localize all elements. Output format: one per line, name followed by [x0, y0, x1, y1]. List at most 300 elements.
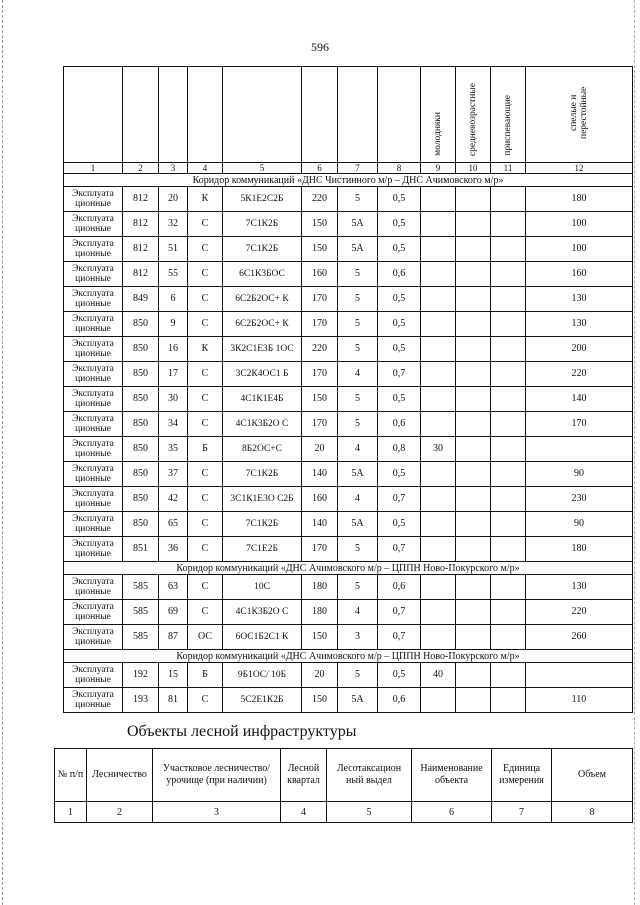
infra-header-cell: Единица измерения	[492, 749, 552, 802]
table-cell: 6С1К3БОС	[223, 262, 302, 287]
table-cell: Эксплуата ционные	[64, 487, 123, 512]
table-header-row	[64, 67, 633, 163]
column-header-label: средневозрастные	[468, 82, 478, 156]
table-cell: С	[188, 262, 223, 287]
column-header	[378, 67, 421, 163]
table-cell: 5С2Е1К2Б	[223, 688, 302, 713]
table-cell: 0,5	[378, 663, 421, 688]
column-header-label: молодняки	[433, 112, 443, 156]
column-header-label: спелые и перестойные	[569, 86, 589, 140]
table-cell: 5	[338, 337, 378, 362]
table-cell: Б	[188, 437, 223, 462]
table-cell: 130	[526, 287, 633, 312]
column-number: 10	[456, 163, 491, 174]
table-cell: 3	[338, 625, 378, 650]
table-cell: 585	[123, 575, 159, 600]
table-cell	[421, 337, 456, 362]
table-cell: 160	[302, 262, 338, 287]
table-cell: 5А	[338, 212, 378, 237]
table-cell	[491, 625, 526, 650]
infrastructure-table	[54, 748, 633, 823]
table-cell: 850	[123, 362, 159, 387]
table-cell: 585	[123, 625, 159, 650]
column-header	[123, 67, 159, 163]
table-cell: 170	[302, 362, 338, 387]
table-cell: 850	[123, 512, 159, 537]
table-cell	[491, 262, 526, 287]
table-row	[64, 262, 633, 287]
table-cell	[491, 437, 526, 462]
infra-header-cell: Наименование объекта	[412, 749, 492, 802]
table-cell: 0,6	[378, 262, 421, 287]
column-header	[223, 67, 302, 163]
table-row	[64, 212, 633, 237]
table-cell: 140	[302, 512, 338, 537]
table-cell: 0,5	[378, 512, 421, 537]
section-row	[64, 174, 633, 187]
infra-column-number: 6	[412, 802, 492, 823]
column-header	[64, 67, 123, 163]
table-cell: ОС	[188, 625, 223, 650]
table-cell: 0,6	[378, 575, 421, 600]
table-cell	[491, 237, 526, 262]
table-cell: 10С	[223, 575, 302, 600]
table-row	[64, 600, 633, 625]
table-cell: Эксплуата ционные	[64, 625, 123, 650]
table-cell: 17	[159, 362, 188, 387]
table-cell: 170	[302, 287, 338, 312]
table-cell: Эксплуата ционные	[64, 512, 123, 537]
table-cell: 36	[159, 537, 188, 562]
table-row	[64, 337, 633, 362]
table-cell: С	[188, 575, 223, 600]
table-cell: 30	[159, 387, 188, 412]
table-cell: 110	[526, 688, 633, 713]
table-cell: 0,6	[378, 688, 421, 713]
table-cell: Эксплуата ционные	[64, 312, 123, 337]
table-cell: С	[188, 512, 223, 537]
table-cell: Эксплуата ционные	[64, 337, 123, 362]
table-row	[64, 663, 633, 688]
table-cell: 180	[526, 187, 633, 212]
table-cell: Эксплуата ционные	[64, 187, 123, 212]
table-cell: 0,7	[378, 362, 421, 387]
column-number: 12	[526, 163, 633, 174]
table-cell: 9Б1ОС/ 10Б	[223, 663, 302, 688]
table-cell: 35	[159, 437, 188, 462]
table-cell: 5А	[338, 512, 378, 537]
table-cell	[421, 512, 456, 537]
infrastructure-title: Объекты лесной инфраструктуры	[127, 723, 357, 740]
table-cell: 5А	[338, 237, 378, 262]
table-cell: 180	[302, 600, 338, 625]
column-header	[491, 67, 526, 163]
table-cell: 7С1К2Б	[223, 512, 302, 537]
column-number: 7	[338, 163, 378, 174]
table-cell: 0,5	[378, 237, 421, 262]
infra-column-number: 2	[87, 802, 153, 823]
column-header	[456, 67, 491, 163]
section-row	[64, 650, 633, 663]
table-cell: 0,7	[378, 600, 421, 625]
table-cell: 5А	[338, 688, 378, 713]
table-cell: 170	[302, 412, 338, 437]
table-cell: 90	[526, 462, 633, 487]
table-cell	[421, 362, 456, 387]
table-cell	[456, 537, 491, 562]
table-row	[64, 312, 633, 337]
table-cell: 5А	[338, 462, 378, 487]
table-row	[64, 537, 633, 562]
table-cell: 9	[159, 312, 188, 337]
table-cell: 140	[302, 462, 338, 487]
table-cell: 3С1К1Е3О С2Б	[223, 487, 302, 512]
infra-column-number: 4	[281, 802, 327, 823]
table-cell	[421, 537, 456, 562]
table-cell: 220	[302, 337, 338, 362]
table-cell	[421, 462, 456, 487]
table-cell: 3С2К4ОС1 Б	[223, 362, 302, 387]
column-number: 1	[64, 163, 123, 174]
table-cell	[456, 625, 491, 650]
table-cell: 6С2Б2ОС+ К	[223, 287, 302, 312]
table-cell: Б	[188, 663, 223, 688]
scan-edge-left	[2, 0, 4, 905]
column-header	[159, 67, 188, 163]
table-cell: 849	[123, 287, 159, 312]
table-cell	[456, 487, 491, 512]
table-cell: 5	[338, 537, 378, 562]
table-cell: 0,5	[378, 212, 421, 237]
table-cell: 150	[302, 688, 338, 713]
table-cell: 130	[526, 575, 633, 600]
table-cell	[421, 487, 456, 512]
column-number: 8	[378, 163, 421, 174]
table-cell	[491, 688, 526, 713]
table-cell: 34	[159, 412, 188, 437]
table-cell: 20	[159, 187, 188, 212]
table-cell: 850	[123, 437, 159, 462]
table-cell: 4С1К1Е4Б	[223, 387, 302, 412]
table-cell	[491, 600, 526, 625]
section-row	[64, 562, 633, 575]
table-row	[64, 512, 633, 537]
table-cell: 170	[526, 412, 633, 437]
table-cell: С	[188, 312, 223, 337]
table-cell	[421, 412, 456, 437]
table-cell: 20	[302, 437, 338, 462]
table-cell	[456, 663, 491, 688]
table-cell: Эксплуата ционные	[64, 287, 123, 312]
table-cell: 260	[526, 625, 633, 650]
table-cell: 4С1К3Б2О С	[223, 600, 302, 625]
table-cell: 0,5	[378, 337, 421, 362]
table-cell: С	[188, 287, 223, 312]
infra-column-number-row	[55, 802, 633, 823]
table-row	[64, 437, 633, 462]
table-row	[64, 362, 633, 387]
table-cell: 812	[123, 262, 159, 287]
table-cell: К	[188, 187, 223, 212]
table-cell	[456, 412, 491, 437]
infra-header-cell: Лесотаксацион ный выдел	[327, 749, 412, 802]
table-cell: С	[188, 688, 223, 713]
table-cell	[491, 187, 526, 212]
table-cell: 220	[526, 362, 633, 387]
table-row	[64, 287, 633, 312]
infra-header-cell: Лесной квартал	[281, 749, 327, 802]
column-number: 5	[223, 163, 302, 174]
table-cell: 51	[159, 237, 188, 262]
table-cell: 0,5	[378, 187, 421, 212]
table-cell	[491, 212, 526, 237]
infra-header-cell: Лесничество	[87, 749, 153, 802]
table-cell: 0,6	[378, 412, 421, 437]
table-cell: Эксплуата ционные	[64, 600, 123, 625]
table-cell: С	[188, 537, 223, 562]
table-cell: 6ОС1Б2С1 К	[223, 625, 302, 650]
table-cell: 0,7	[378, 537, 421, 562]
table-cell: 850	[123, 312, 159, 337]
table-cell: 150	[302, 237, 338, 262]
table-cell	[456, 187, 491, 212]
infra-column-number: 1	[55, 802, 87, 823]
table-cell: 850	[123, 412, 159, 437]
table-cell: С	[188, 237, 223, 262]
table-cell: 130	[526, 312, 633, 337]
table-cell: 4	[338, 487, 378, 512]
table-cell	[456, 237, 491, 262]
column-number: 3	[159, 163, 188, 174]
section-title: Коридор коммуникаций «ДНС Ачимовского м/р – ЦППН Ново-Покурского м/р»	[64, 650, 633, 663]
table-cell: 5	[338, 187, 378, 212]
table-cell: 160	[526, 262, 633, 287]
table-cell: 65	[159, 512, 188, 537]
page-number: 596	[311, 40, 329, 54]
table-row	[64, 387, 633, 412]
table-cell	[456, 212, 491, 237]
table-cell: 5	[338, 412, 378, 437]
table-cell: 4	[338, 437, 378, 462]
table-cell: Эксплуата ционные	[64, 212, 123, 237]
table-cell	[456, 312, 491, 337]
table-cell: 81	[159, 688, 188, 713]
table-cell: Эксплуата ционные	[64, 387, 123, 412]
table-cell	[491, 512, 526, 537]
table-cell: Эксплуата ционные	[64, 362, 123, 387]
table-cell	[421, 575, 456, 600]
table-row	[64, 237, 633, 262]
table-cell: 5	[338, 312, 378, 337]
table-cell: С	[188, 212, 223, 237]
table-cell: 193	[123, 688, 159, 713]
table-cell	[421, 262, 456, 287]
table-cell: 170	[302, 312, 338, 337]
column-number: 11	[491, 163, 526, 174]
table-cell: Эксплуата ционные	[64, 575, 123, 600]
table-cell: 4	[338, 600, 378, 625]
table-cell	[421, 237, 456, 262]
table-cell	[491, 487, 526, 512]
column-header-label: приспевающие	[503, 95, 513, 156]
infra-header-cell: № п/п	[55, 749, 87, 802]
table-row	[64, 487, 633, 512]
table-cell: 5	[338, 575, 378, 600]
table-cell	[491, 462, 526, 487]
table-cell: 5К1Е2С2Б	[223, 187, 302, 212]
table-cell: Эксплуата ционные	[64, 412, 123, 437]
table-cell: 140	[526, 387, 633, 412]
table-cell	[421, 625, 456, 650]
table-cell	[456, 262, 491, 287]
table-cell: 90	[526, 512, 633, 537]
table-cell: С	[188, 412, 223, 437]
table-cell	[456, 575, 491, 600]
table-cell: 7С1Е2Б	[223, 537, 302, 562]
table-cell: 850	[123, 462, 159, 487]
table-cell: С	[188, 600, 223, 625]
table-cell	[491, 575, 526, 600]
infra-header-row	[55, 749, 633, 802]
section-title: Коридор коммуникаций «ДНС Чистинного м/р – ДНС Ачимовского м/р»	[64, 174, 633, 187]
table-cell: 6С2Б2ОС+ К	[223, 312, 302, 337]
table-cell: 0,7	[378, 487, 421, 512]
table-cell: 20	[302, 663, 338, 688]
table-cell: 150	[302, 387, 338, 412]
table-cell	[491, 537, 526, 562]
table-cell: 7С1К2Б	[223, 212, 302, 237]
table-cell: 170	[302, 537, 338, 562]
column-header	[338, 67, 378, 163]
table-cell: 812	[123, 237, 159, 262]
table-cell: 69	[159, 600, 188, 625]
table-row	[64, 625, 633, 650]
table-cell: 812	[123, 187, 159, 212]
table-cell: С	[188, 487, 223, 512]
table-cell: 7С1К2Б	[223, 237, 302, 262]
table-cell: 100	[526, 237, 633, 262]
table-cell	[456, 387, 491, 412]
table-cell	[456, 437, 491, 462]
table-cell	[491, 287, 526, 312]
table-cell: 0,5	[378, 462, 421, 487]
table-cell: 40	[421, 663, 456, 688]
table-cell	[491, 312, 526, 337]
table-cell: 8Б2ОС+С	[223, 437, 302, 462]
table-cell: 55	[159, 262, 188, 287]
column-number-row	[64, 163, 633, 174]
scan-edge-right	[634, 0, 636, 905]
table-cell: 4	[338, 362, 378, 387]
infra-header-cell: Объем	[552, 749, 633, 802]
table-cell: К	[188, 337, 223, 362]
table-cell	[421, 688, 456, 713]
table-cell: 220	[526, 600, 633, 625]
table-cell	[421, 187, 456, 212]
section-title: Коридор коммуникаций «ДНС Ачимовского м/р – ЦППН Ново-Покурского м/р»	[64, 562, 633, 575]
table-cell: 37	[159, 462, 188, 487]
table-cell	[421, 212, 456, 237]
table-cell: 850	[123, 387, 159, 412]
table-cell: 230	[526, 487, 633, 512]
table-cell	[456, 337, 491, 362]
table-cell: 63	[159, 575, 188, 600]
infra-header-cell: Участковое лесничество/урочище (при наличии)	[153, 749, 281, 802]
column-number: 2	[123, 163, 159, 174]
table-cell: 192	[123, 663, 159, 688]
table-cell: 180	[526, 537, 633, 562]
table-cell	[491, 362, 526, 387]
table-row	[64, 187, 633, 212]
table-cell: Эксплуата ционные	[64, 663, 123, 688]
table-cell: 5	[338, 387, 378, 412]
table-cell: 150	[302, 625, 338, 650]
table-cell: 5	[338, 287, 378, 312]
table-cell: 100	[526, 212, 633, 237]
table-cell: 5	[338, 262, 378, 287]
table-cell	[421, 387, 456, 412]
table-cell: Эксплуата ционные	[64, 237, 123, 262]
table-cell	[491, 337, 526, 362]
table-cell: С	[188, 362, 223, 387]
table-row	[64, 575, 633, 600]
table-cell	[491, 412, 526, 437]
table-cell	[526, 663, 633, 688]
table-cell: 4С1К3Б2О С	[223, 412, 302, 437]
table-cell: Эксплуата ционные	[64, 462, 123, 487]
table-cell: 0,5	[378, 387, 421, 412]
table-cell: 6	[159, 287, 188, 312]
table-cell: 42	[159, 487, 188, 512]
infra-column-number: 5	[327, 802, 412, 823]
table-cell	[491, 663, 526, 688]
table-cell: 32	[159, 212, 188, 237]
table-cell: Эксплуата ционные	[64, 537, 123, 562]
table-cell: 5	[338, 663, 378, 688]
infra-column-number: 7	[492, 802, 552, 823]
column-header	[421, 67, 456, 163]
table-cell: 0,5	[378, 287, 421, 312]
column-number: 6	[302, 163, 338, 174]
table-cell: 87	[159, 625, 188, 650]
column-number: 4	[188, 163, 223, 174]
infra-column-number: 3	[153, 802, 281, 823]
table-cell	[491, 387, 526, 412]
table-cell: С	[188, 387, 223, 412]
table-cell: С	[188, 462, 223, 487]
table-row	[64, 462, 633, 487]
table-cell	[456, 688, 491, 713]
table-cell: 585	[123, 600, 159, 625]
table-cell: Эксплуата ционные	[64, 262, 123, 287]
table-cell	[526, 437, 633, 462]
table-cell: 850	[123, 487, 159, 512]
table-cell: 30	[421, 437, 456, 462]
table-cell	[456, 362, 491, 387]
table-cell: Эксплуата ционные	[64, 437, 123, 462]
table-cell: 160	[302, 487, 338, 512]
table-cell	[456, 600, 491, 625]
table-cell	[456, 512, 491, 537]
table-cell	[421, 600, 456, 625]
column-header	[188, 67, 223, 163]
table-cell: 850	[123, 337, 159, 362]
table-cell: 812	[123, 212, 159, 237]
table-cell: 7С1К2Б	[223, 462, 302, 487]
table-cell: 0,5	[378, 312, 421, 337]
table-cell: 16	[159, 337, 188, 362]
table-cell: 0,7	[378, 625, 421, 650]
